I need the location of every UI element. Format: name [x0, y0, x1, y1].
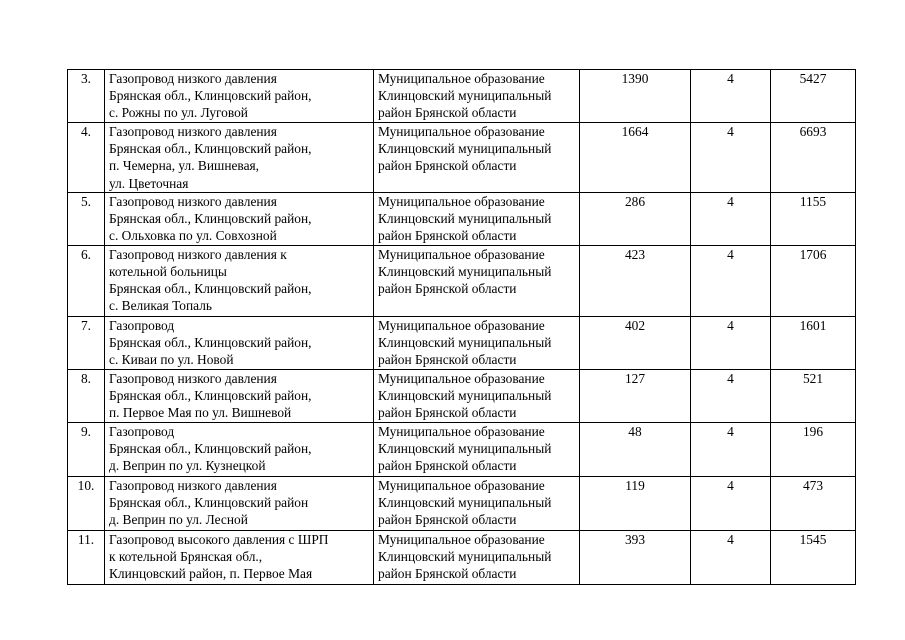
object-name-cell-line: Брянская обл., Клинцовский район,	[109, 211, 312, 227]
object-name-cell-line: Брянская обл., Клинцовский район,	[109, 281, 312, 297]
table-row	[68, 245, 856, 316]
object-name-cell-line: Газопровод	[109, 423, 175, 439]
object-name-cell-line: Брянская обл., Клинцовский район,	[109, 388, 312, 404]
object-name-cell-line: ул. Цветочная	[109, 175, 189, 191]
object-name-cell	[105, 70, 374, 123]
table-row	[68, 192, 856, 245]
table-row	[68, 123, 856, 193]
object-name-cell-line: с. Киваи по ул. Новой	[109, 352, 234, 368]
length-cell: 119	[580, 476, 691, 530]
table-body	[68, 70, 856, 585]
category-cell: 4	[691, 70, 771, 123]
object-name-cell-line: Газопровод низкого давления	[109, 370, 277, 386]
object-name-cell	[105, 316, 374, 369]
object-name-cell-line: к котельной Брянская обл.,	[109, 549, 263, 565]
value-cell: 6693	[771, 123, 856, 193]
value-cell: 5427	[771, 70, 856, 123]
table-row	[68, 316, 856, 369]
owner-cell-line: Клинцовский муниципальный	[378, 211, 552, 227]
table-row	[68, 422, 856, 476]
value-cell: 1601	[771, 316, 856, 369]
row-number: 11.	[68, 530, 105, 584]
object-name-cell	[105, 192, 374, 245]
length-cell: 127	[580, 369, 691, 422]
owner-cell-line: Муниципальное образование	[378, 423, 545, 439]
row-number: 5.	[68, 192, 105, 245]
table-row	[68, 530, 856, 584]
row-number: 6.	[68, 245, 105, 316]
object-name-cell-line: Клинцовский район, п. Первое Мая	[109, 566, 313, 582]
owner-cell	[374, 123, 580, 193]
owner-cell-line: район Брянской области	[378, 158, 517, 174]
owner-cell	[374, 245, 580, 316]
owner-cell-line: Клинцовский муниципальный	[378, 141, 552, 157]
category-cell: 4	[691, 476, 771, 530]
length-cell: 423	[580, 245, 691, 316]
category-cell: 4	[691, 316, 771, 369]
owner-cell	[374, 530, 580, 584]
object-name-cell	[105, 422, 374, 476]
object-name-cell-line: д. Веприн по ул. Кузнецкой	[109, 458, 266, 474]
object-name-cell-line: Брянская обл., Клинцовский район	[109, 495, 309, 511]
table-row	[68, 369, 856, 422]
owner-cell	[374, 316, 580, 369]
owner-cell	[374, 476, 580, 530]
object-name-cell-line: котельной больницы	[109, 264, 227, 280]
row-number: 4.	[68, 123, 105, 193]
owner-cell-line: Клинцовский муниципальный	[378, 88, 552, 104]
table-row	[68, 70, 856, 123]
value-cell: 521	[771, 369, 856, 422]
object-name-cell-line: Брянская обл., Клинцовский район,	[109, 441, 312, 457]
object-name-cell	[105, 530, 374, 584]
owner-cell	[374, 192, 580, 245]
owner-cell-line: Клинцовский муниципальный	[378, 549, 552, 565]
owner-cell-line: район Брянской области	[378, 281, 517, 297]
object-name-cell-line: п. Первое Мая по ул. Вишневой	[109, 405, 292, 421]
object-name-cell-line: с. Ольховка по ул. Совхозной	[109, 228, 277, 244]
length-cell: 393	[580, 530, 691, 584]
object-name-cell	[105, 245, 374, 316]
owner-cell	[374, 369, 580, 422]
owner-cell-line: Муниципальное образование	[378, 531, 545, 547]
length-cell: 1390	[580, 70, 691, 123]
owner-cell-line: Клинцовский муниципальный	[378, 495, 552, 511]
row-number: 9.	[68, 422, 105, 476]
row-number: 3.	[68, 70, 105, 123]
owner-cell-line: район Брянской области	[378, 512, 517, 528]
object-name-cell-line: Газопровод низкого давления к	[109, 246, 287, 262]
row-number: 8.	[68, 369, 105, 422]
category-cell: 4	[691, 422, 771, 476]
value-cell: 1706	[771, 245, 856, 316]
object-name-cell-line: Газопровод низкого давления	[109, 193, 277, 209]
owner-cell-line: Муниципальное образование	[378, 124, 545, 139]
owner-cell-line: Муниципальное образование	[378, 193, 545, 209]
owner-cell-line: район Брянской области	[378, 105, 517, 121]
owner-cell-line: Муниципальное образование	[378, 477, 545, 493]
category-cell: 4	[691, 192, 771, 245]
table-row	[68, 476, 856, 530]
object-name-cell-line: Брянская обл., Клинцовский район,	[109, 335, 312, 351]
object-name-cell-line: п. Чемерна, ул. Вишневая,	[109, 158, 260, 174]
property-table	[67, 69, 856, 585]
category-cell: 4	[691, 123, 771, 193]
category-cell: 4	[691, 530, 771, 584]
value-cell: 196	[771, 422, 856, 476]
owner-cell	[374, 422, 580, 476]
owner-cell-line: Муниципальное образование	[378, 71, 545, 86]
row-number: 10.	[68, 476, 105, 530]
object-name-cell-line: Брянская обл., Клинцовский район,	[109, 141, 312, 157]
length-cell: 1664	[580, 123, 691, 193]
owner-cell-line: район Брянской области	[378, 228, 517, 244]
owner-cell-line: район Брянской области	[378, 458, 517, 474]
owner-cell-line: Клинцовский муниципальный	[378, 388, 552, 404]
length-cell: 286	[580, 192, 691, 245]
object-name-cell-line: Газопровод низкого давления	[109, 477, 277, 493]
object-name-cell-line: с. Великая Топаль	[109, 298, 212, 314]
object-name-cell-line: Газопровод	[109, 317, 175, 333]
owner-cell-line: район Брянской области	[378, 352, 517, 368]
object-name-cell-line: с. Рожны по ул. Луговой	[109, 105, 248, 121]
owner-cell-line: район Брянской области	[378, 405, 517, 421]
value-cell: 1155	[771, 192, 856, 245]
object-name-cell	[105, 123, 374, 193]
owner-cell-line: Клинцовский муниципальный	[378, 441, 552, 457]
object-name-cell	[105, 476, 374, 530]
length-cell: 402	[580, 316, 691, 369]
owner-cell-line: район Брянской области	[378, 566, 517, 582]
object-name-cell-line: Газопровод низкого давления	[109, 124, 277, 139]
value-cell: 473	[771, 476, 856, 530]
object-name-cell	[105, 369, 374, 422]
owner-cell-line: Муниципальное образование	[378, 317, 545, 333]
object-name-cell-line: д. Веприн по ул. Лесной	[109, 512, 248, 528]
owner-cell-line: Клинцовский муниципальный	[378, 264, 552, 280]
length-cell: 48	[580, 422, 691, 476]
owner-cell	[374, 70, 580, 123]
owner-cell-line: Муниципальное образование	[378, 370, 545, 386]
object-name-cell-line: Газопровод низкого давления	[109, 71, 277, 86]
category-cell: 4	[691, 369, 771, 422]
owner-cell-line: Клинцовский муниципальный	[378, 335, 552, 351]
owner-cell-line: Муниципальное образование	[378, 246, 545, 262]
value-cell: 1545	[771, 530, 856, 584]
row-number: 7.	[68, 316, 105, 369]
object-name-cell-line: Брянская обл., Клинцовский район,	[109, 88, 312, 104]
object-name-cell-line: Газопровод высокого давления с ШРП	[109, 531, 329, 547]
category-cell: 4	[691, 245, 771, 316]
